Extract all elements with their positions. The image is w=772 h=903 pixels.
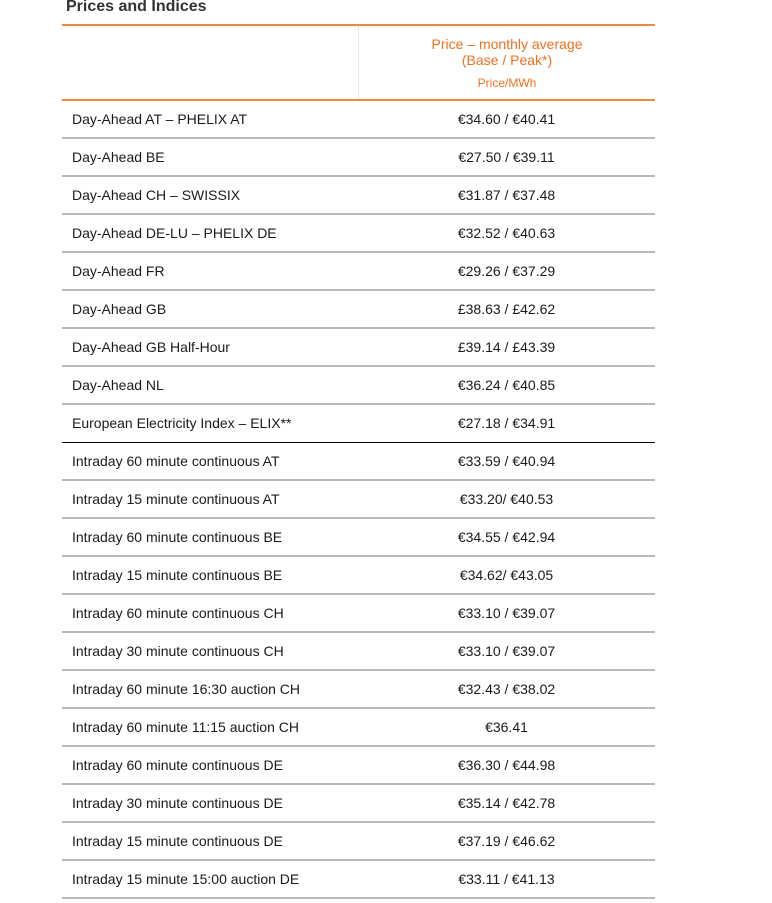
row-label: Intraday 60 minute continuous AT — [72, 453, 280, 469]
row-value: €32.43 / €38.02 — [457, 681, 556, 697]
table-row — [62, 671, 655, 709]
row-label: Day-Ahead AT – PHELIX AT — [72, 111, 248, 127]
row-value: £39.14 / £43.39 — [457, 339, 556, 355]
table-row — [62, 329, 655, 367]
row-value: €36.24 / €40.85 — [457, 377, 556, 393]
table-row — [62, 595, 655, 633]
row-value: €27.50 / €39.11 — [458, 149, 555, 165]
row-value: €36.41 — [485, 719, 528, 735]
row-label: Day-Ahead FR — [72, 263, 165, 279]
table-row — [62, 747, 655, 785]
row-label: Intraday 30 minute continuous CH — [72, 643, 284, 659]
row-value: €31.87 / €37.48 — [457, 187, 556, 203]
row-label: Intraday 60 minute 11:15 auction CH — [72, 719, 299, 735]
table-row — [62, 481, 655, 519]
row-label: Intraday 15 minute 15:00 auction DE — [72, 871, 300, 887]
row-value: €33.20/ €40.53 — [459, 491, 554, 507]
table-row — [62, 367, 655, 405]
row-label: Intraday 15 minute continuous BE — [72, 567, 283, 583]
row-label: Day-Ahead BE — [72, 149, 165, 165]
row-label: Intraday 60 minute continuous BE — [72, 529, 283, 545]
table-row — [62, 253, 655, 291]
row-value: €34.62/ €43.05 — [459, 567, 554, 583]
table-row — [62, 405, 655, 443]
table-row — [62, 101, 655, 139]
row-label: Intraday 60 minute continuous DE — [72, 757, 283, 773]
row-value: €37.19 / €46.62 — [457, 833, 556, 849]
row-value: €33.11 / €41.13 — [458, 871, 555, 887]
table-row — [62, 823, 655, 861]
row-label: Day-Ahead CH – SWISSIX — [72, 187, 241, 203]
prices-table — [62, 24, 655, 899]
section-title: Prices and Indices — [66, 0, 207, 15]
row-label: Day-Ahead GB — [72, 301, 167, 317]
table-row — [62, 633, 655, 671]
price-header-line1: Price – monthly average — [431, 36, 583, 52]
row-label: Intraday 15 minute continuous DE — [72, 833, 283, 849]
row-value: €33.10 / €39.07 — [457, 605, 556, 621]
table-row — [62, 139, 655, 177]
table-row — [62, 443, 655, 481]
row-value: €35.14 / €42.78 — [457, 795, 556, 811]
row-value: €27.18 / €34.91 — [457, 415, 556, 431]
price-column-header — [359, 36, 655, 68]
row-value: €34.55 / €42.94 — [457, 529, 556, 545]
table-row — [62, 557, 655, 595]
row-label: Intraday 15 minute continuous AT — [72, 491, 280, 507]
table-row — [62, 177, 655, 215]
row-value: €33.10 / €39.07 — [457, 643, 556, 659]
row-value: £38.63 / £42.62 — [457, 301, 556, 317]
row-value: €34.60 / €40.41 — [457, 111, 556, 127]
row-label: Day-Ahead GB Half-Hour — [72, 339, 230, 355]
table-row — [62, 215, 655, 253]
price-unit-label: Price/MWh — [477, 76, 537, 90]
row-value: €33.59 / €40.94 — [457, 453, 556, 469]
table-row — [62, 709, 655, 747]
row-label: Day-Ahead DE-LU – PHELIX DE — [72, 225, 277, 241]
row-label: Intraday 30 minute continuous DE — [72, 795, 283, 811]
table-row — [62, 291, 655, 329]
table-row — [62, 785, 655, 823]
row-label: Intraday 60 minute continuous CH — [72, 605, 284, 621]
row-label: European Electricity Index – ELIX** — [72, 415, 292, 431]
table-header — [62, 24, 655, 101]
price-header-line2: (Base / Peak*) — [461, 52, 553, 68]
row-label: Day-Ahead NL — [72, 377, 164, 393]
row-value: €29.26 / €37.29 — [457, 263, 556, 279]
row-value: €36.30 / €44.98 — [457, 757, 556, 773]
table-row — [62, 519, 655, 557]
row-value: €32.52 / €40.63 — [457, 225, 556, 241]
row-label: Intraday 60 minute 16:30 auction CH — [72, 681, 301, 697]
table-row — [62, 861, 655, 899]
